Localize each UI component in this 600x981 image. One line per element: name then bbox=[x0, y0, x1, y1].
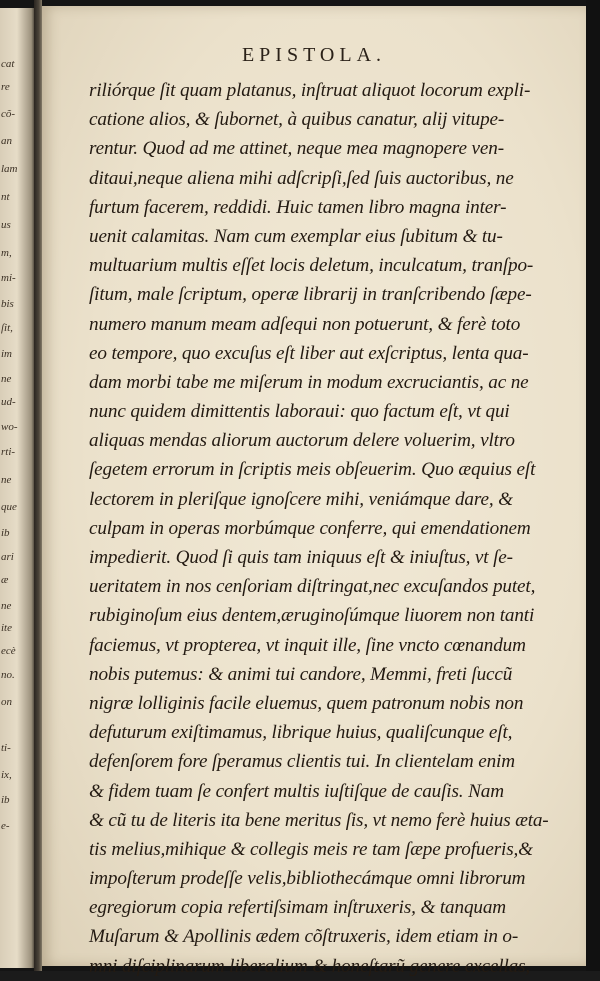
facing-page-fragment: nt bbox=[1, 191, 10, 203]
facing-page-fragment: ud- bbox=[1, 396, 16, 408]
facing-page-fragment: ite bbox=[1, 622, 12, 634]
facing-page-fragment: que bbox=[1, 501, 17, 513]
text-line: egregiorum copia refertiſsimam inſtruxeris, & tanquam bbox=[89, 897, 506, 919]
scan-border bbox=[586, 0, 600, 971]
facing-page-fragment: on bbox=[1, 696, 12, 708]
text-line: defuturum exiſtimamus, librique huius, qualiſcunque eſt, bbox=[89, 722, 513, 744]
facing-page-fragment: ne bbox=[1, 474, 12, 486]
text-line: & cũ tu de literis ita bene meritus ſis, vt nemo ferè huius æta- bbox=[89, 809, 549, 831]
text-line: rubiginoſum eius dentem,æruginoſúmque liuorem non tanti bbox=[89, 605, 535, 627]
facing-page-fragment: ib bbox=[1, 794, 10, 806]
facing-page-fragment: us bbox=[1, 219, 11, 231]
text-line: multuarium multis eſſet locis deletum, inculcatum, tranſpo- bbox=[89, 255, 534, 277]
text-line: eo tempore, quo excuſus eſt liber aut exſcriptus, lenta qua- bbox=[89, 342, 529, 364]
facing-page-fragment: im bbox=[1, 348, 12, 360]
text-line: nobis putemus: & animi tui candore, Memmi, freti ſuccũ bbox=[89, 663, 513, 685]
text-line: riliórque ſit quam platanus, inſtruat aliquot locorum expli- bbox=[89, 80, 531, 101]
facing-page-fragment: mi- bbox=[1, 272, 16, 284]
text-line: aliquas mendas aliorum auctorum delere voluerim, vltro bbox=[89, 430, 515, 452]
facing-page-fragment: no. bbox=[1, 669, 15, 681]
facing-page-fragment: rti- bbox=[1, 446, 16, 458]
facing-page-fragment: æ bbox=[1, 574, 9, 586]
text-line: catione alios, & ſubornet, à quibus canatur, alij vitupe- bbox=[89, 109, 505, 131]
text-line: lectorem in pleriſque ignoſcere mihi, veniámque dare, & bbox=[89, 488, 513, 510]
facing-page-fragment: ecè bbox=[1, 645, 16, 657]
text-line: numero manum meam adſequi non potuerunt, & ferè toto bbox=[89, 313, 521, 335]
facing-page-fragment: cõ- bbox=[1, 108, 16, 120]
text-line: ditaui,neque aliena mihi adſcripſi,ſed ſuis auctoribus, ne bbox=[89, 167, 514, 189]
running-header: EPISTOLA. bbox=[241, 44, 387, 66]
facing-page-fragment: ne bbox=[1, 373, 12, 385]
text-line: nigræ lolliginis facile eluemus, quem patronum nobis non bbox=[89, 692, 524, 714]
facing-page-edge bbox=[0, 8, 34, 968]
facing-page-fragment: m, bbox=[1, 247, 12, 259]
text-line: tis melius,mihique & collegis meis re tam ſæpe profueris,& bbox=[89, 838, 533, 860]
text-line: impoſterum prodeſſe velis,bibliothecámque omni librorum bbox=[89, 868, 526, 890]
text-line: Muſarum & Apollinis ædem cõſtruxeris, idem etiam in o- bbox=[89, 926, 519, 948]
text-line: rentur. Quod ad me attinet, neque mea magnopere ven- bbox=[89, 138, 504, 160]
text-line: uenit calamitas. Nam cum exemplar eius ſubitum & tu- bbox=[89, 225, 503, 247]
text-line: ſitum, male ſcriptum, operæ librarij in tranſcribendo ſæpe- bbox=[89, 284, 532, 306]
text-line: ueritatem in nos cenſoriam diſtringat,nec excuſandos putet, bbox=[89, 576, 536, 598]
body-text bbox=[89, 76, 549, 981]
text-line: furtum facerem, reddidi. Huic tamen libro magna inter- bbox=[89, 196, 507, 218]
text-line: faciemus, vt propterea, vt inquit ille, ſine vncto cœnandum bbox=[89, 634, 526, 656]
facing-page-fragment: ib bbox=[1, 527, 10, 539]
facing-page-fragment: e- bbox=[1, 820, 10, 832]
text-line: dam morbi tabe me miſerum in modum excruciantis, ac ne bbox=[89, 371, 529, 393]
facing-page-fragment: wo- bbox=[1, 421, 18, 433]
text-line: mni diſciplinarum liberalium & honeſtarũ genere excellas, bbox=[89, 955, 531, 977]
facing-page-fragment: ari bbox=[1, 551, 14, 563]
facing-page-fragment: ne bbox=[1, 600, 12, 612]
facing-page-fragment: an bbox=[1, 135, 12, 147]
text-line: defenſorem fore ſperamus clientis tui. In clientelam enim bbox=[89, 751, 515, 773]
facing-page-fragment: re bbox=[1, 81, 10, 93]
facing-page-fragment: ix, bbox=[1, 769, 12, 781]
text-line: impedierit. Quod ſi quis tam iniquus eſt & iniuſtus, vt ſe- bbox=[89, 547, 513, 568]
facing-page-fragment: ti- bbox=[1, 742, 11, 754]
text-line: nunc quidem dimittentis laboraui: quo factum eſt, vt qui bbox=[89, 401, 510, 423]
printed-page bbox=[42, 6, 586, 977]
facing-page-fragment: cat bbox=[1, 58, 15, 70]
text-line: culpam in operas morbúmque conferre, qui emendationem bbox=[89, 517, 531, 539]
text-line: ſegetem errorum in ſcriptis meis obſeuerim. Quo æquius eſt bbox=[89, 459, 536, 481]
text-line: & fidem tuam ſe confert multis iuſtiſque de cauſis. Nam bbox=[89, 780, 504, 802]
facing-page-fragment: lam bbox=[1, 163, 18, 175]
facing-page-fragment: ſit, bbox=[1, 322, 13, 334]
book-gutter bbox=[34, 0, 42, 971]
facing-page-fragment: bis bbox=[1, 298, 14, 310]
